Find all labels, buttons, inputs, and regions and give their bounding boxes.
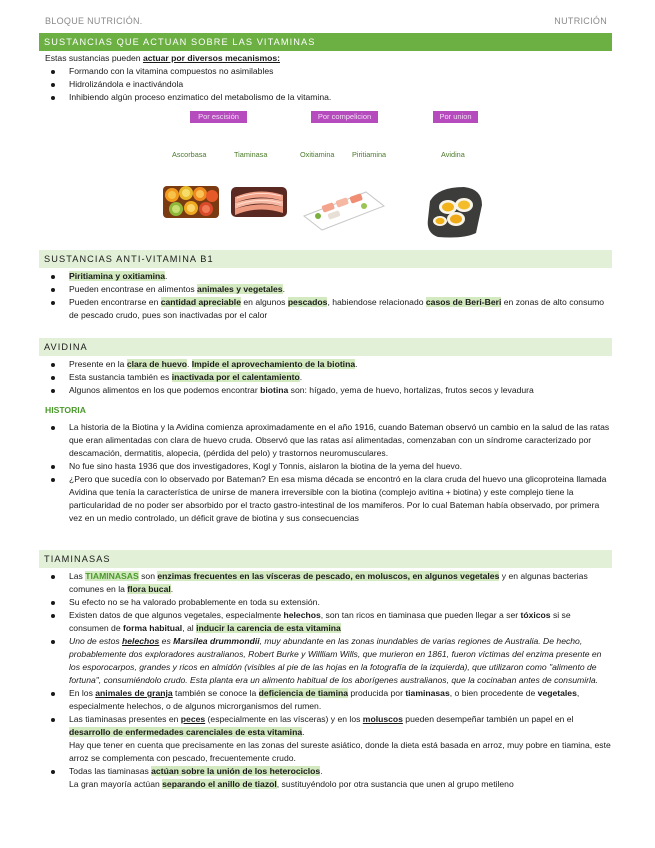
section-2-body: [45, 270, 611, 322]
raw-fish-image: [229, 183, 289, 221]
page-header: [45, 16, 607, 26]
list-item: Presente en la clara de huevo. Impide el aprovechamiento de la biotina.: [45, 358, 611, 371]
label-ascorbasa: Ascorbasa: [172, 150, 207, 159]
intro-paragraph: Estas sustancias pueden actuar por diversos mecanismos:: [45, 53, 281, 63]
box-by-excision: Por escisión: [190, 111, 247, 123]
list-item: Hidrolizándola e inactivándola: [45, 78, 611, 91]
list-item: Esta sustancia también es inactivada por el calentamiento.: [45, 371, 611, 384]
list-item: En los animales de granja también se conoce la deficiencia de tiamina producida por tiaminasas, o bien procedente de vegetales, especialmente helechos, o de algunos microrganismos del rumen.: [45, 687, 611, 713]
header-left: BLOQUE NUTRICIÓN.: [45, 16, 143, 26]
mechanism-list: [45, 65, 611, 104]
box-by-competition: Por compelicion: [311, 111, 378, 123]
list-item: Formando con la vitamina compuestos no asimilables: [45, 65, 611, 78]
section-4-body: [45, 570, 611, 791]
label-tiaminasa: Tiaminasa: [234, 150, 268, 159]
list-item: No fue sino hasta 1936 que dos investigadores, Kogl y Tonnis, aislaron la biotina de la yema del huevo.: [45, 460, 611, 473]
label-piritiamina: Piritiamina: [352, 150, 387, 159]
sashimi-plate-image: [300, 186, 388, 234]
historia-heading: HISTORIA: [45, 405, 86, 415]
list-item: Algunos alimentos en los que podemos encontrar biotina son: hígado, yema de huevo, hortalizas, frutos secos y levadura: [45, 384, 611, 397]
label-oxitiamina: Oxitiamina: [300, 150, 335, 159]
section-title-vitamin-substances: SUSTANCIAS QUE ACTUAN SOBRE LAS VITAMINAS: [39, 33, 612, 51]
list-item: Su efecto no se ha valorado probablemente en toda su extensión.: [45, 596, 611, 609]
list-item: Uno de estos helechos es Marsilea drummondii, muy abundante en las zonas inundables de varias regiones de Australia. De hecho, probablemente dos exploradores australianos, Robert Burke y Willliam Wills, que murieron en 1861, fueron víctimas del enzima presente en los esporocarpos, grandes y ricos en almidón (visibles al pie de las hojas en la fotografía de la izquierda), que utilizaron como "alimento de fortuna", consumiéndolo crudo. Esta planta era un alimento habitual de los aborígenes australianos, que la cocinaban antes de consumirla.: [45, 635, 611, 687]
citrus-fruit-image: [162, 183, 220, 221]
label-avidina: Avidina: [441, 150, 465, 159]
list-item: ¿Pero que sucedía con lo observado por Bateman? En esa misma década se encontró en la clara cruda del huevo una glicoproteina llamada Avidina que tenía la característica de unirse de manera irreversible con la biotina (complejo avitina + biotina) y este complejo tiene la particularidad de no poder ser absorbido por el tracto gastro-intestinal de los mamiferos. Por lo cual Bateman había observado, por primera vez en un medio controlado, un déficit grave de biotina y sus consecuencias: [45, 473, 611, 525]
list-item: La historia de la Biotina y la Avidina comienza aproximadamente en el año 1916, cuando Bateman observó un cambio en la salud de las ratas que eran alimentadas con clara de huevo cruda. Observó que las ratas así alimentadas, comenzaban con un síndrome caracterizado por descamación, dermatitis, alopecia, (pérdida del pelo) y trastornos neuromusculares.: [45, 421, 611, 460]
list-item: Inhibiendo algún proceso enzimatico del metabolismo de la vitamina.: [45, 91, 611, 104]
section-3-body: [45, 358, 611, 525]
boiled-eggs-image: [424, 183, 486, 241]
section-title-avidina: AVIDINA: [39, 338, 612, 356]
list-item: Piritiamina y oxitiamina.: [45, 270, 611, 283]
list-item: Existen datos de que algunos vegetales, especialmente helechos, son tan ricos en tiaminasa que pueden llegar a ser tóxicos si se consumen de forma habitual, al inducir la carencia de esta vitamina: [45, 609, 611, 635]
box-by-union: Por union: [433, 111, 478, 123]
section-1-body: [45, 52, 611, 104]
list-item: Las TIAMINASAS son enzimas frecuentes en las vísceras de pescado, en moluscos, en algunos vegetales y en algunas bacterias comunes en la flora bucal.: [45, 570, 611, 596]
list-item: Pueden encontrarse en cantidad apreciable en algunos pescados, habiendose relacionado casos de Beri-Beri en zonas de alto consumo de pescado crudo, pues son inactivadas por el calor: [45, 296, 611, 322]
list-item: Pueden encontrase en alimentos animales y vegetales.: [45, 283, 611, 296]
list-item: Las tiaminasas presentes en peces (especialmente en las vísceras) y en los moluscos pueden desempeñar también un papel en el desarrollo de enfermedades carenciales de esta vitamina. Hay que tener en cuenta que precisamente en las zonas del sureste asiático, donde la dieta está basada en arroz, muy pobre en tiamina, este arroz se complementa con pescado, frecuentemente crudo.: [45, 713, 611, 765]
section-title-anti-vitamin-b1: SUSTANCIAS ANTI-VITAMINA B1: [39, 250, 612, 268]
list-item: Todas las tiaminasas actúan sobre la unión de los heterociclos. La gran mayoría actúan separando el anillo de tiazol, sustituyéndolo por otra sustancia que unen al grupo metileno: [45, 765, 611, 791]
header-right: NUTRICIÓN: [554, 16, 607, 26]
section-title-tiaminasas: TIAMINASAS: [39, 550, 612, 568]
